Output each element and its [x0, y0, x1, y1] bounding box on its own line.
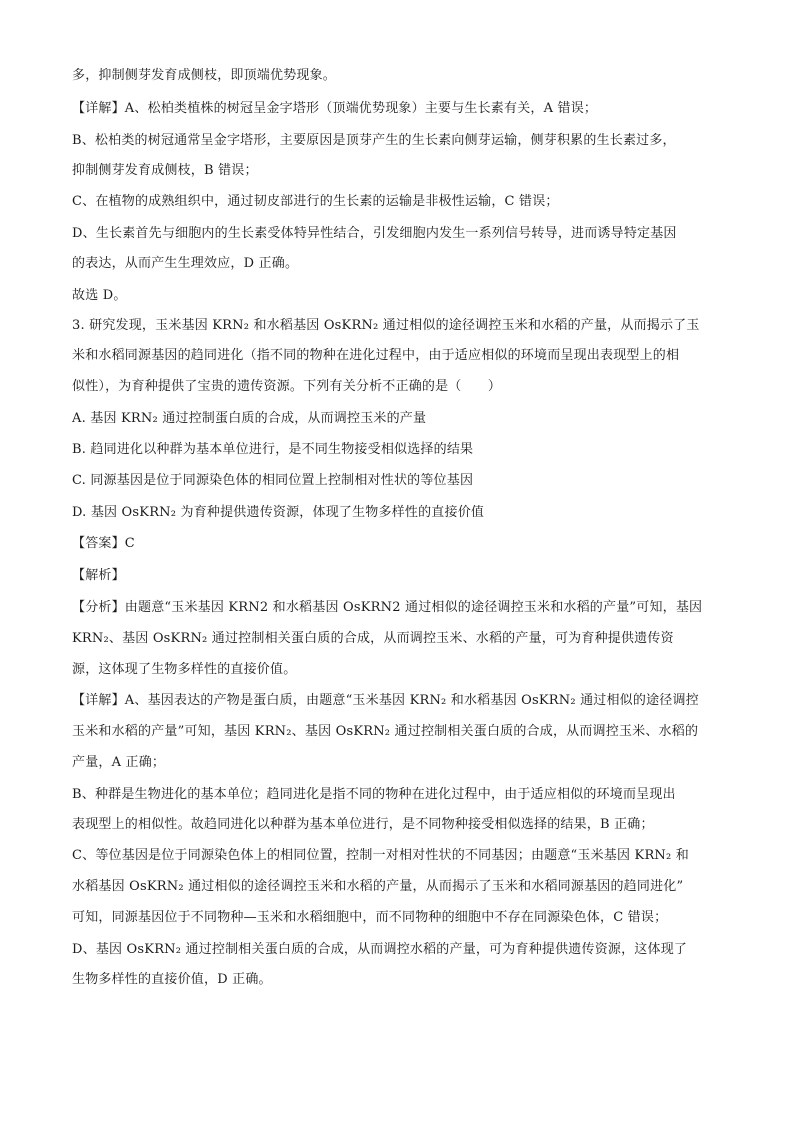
text-line: B、种群是生物进化的基本单位；趋同进化是指不同的物种在进化过程中，由于适应相似的环境而呈现出	[72, 787, 676, 802]
option-b: B. 趋同进化以种群为基本单位进行，是不同生物接受相似选择的结果	[72, 442, 474, 457]
question-stem-line: 米和水稻同源基因的趋同进化（指不同的物种在进化过程中，由于适应相似的环境而呈现出表现型上的相	[72, 348, 680, 363]
text-line: 表现型上的相似性。故趋同进化以种群为基本单位进行，是不同物种接受相似选择的结果，B 正确；	[72, 817, 654, 832]
option-a: A. 基因 KRN₂ 通过控制蛋白质的合成，从而调控玉米的产量	[72, 411, 427, 426]
text-line: 生物多样性的直接价值，D 正确。	[72, 972, 272, 987]
text-line: 的表达，从而产生生理效应，D 正确。	[72, 256, 299, 271]
text-line: C、在植物的成熟组织中，通过韧皮部进行的生长素的运输是非极性运输，C 错误；	[72, 194, 559, 209]
text-line: D、生长素首先与细胞内的生长素受体特异性结合，引发细胞内发生一系列信号转导，进而诱导特定基因	[72, 226, 677, 241]
text-line: 玉米和水稻的产量”可知，基因 KRN₂、基因 OsKRN₂ 通过控制相关蛋白质的合成，从而调控玉米、水稻的	[72, 724, 699, 739]
text-line: 【详解】A、基因表达的产物是蛋白质，由题意“玉米基因 KRN₂ 和水稻基因 OsKRN₂ 通过相似的途径调控	[72, 693, 699, 708]
text-line: KRN₂、基因 OsKRN₂ 通过控制相关蛋白质的合成，从而调控玉米、水稻的产量，可为育种提供遗传资	[72, 631, 674, 646]
analysis-heading: 【解析】	[72, 568, 125, 583]
question-stem-line: 3. 研究发现，玉米基因 KRN₂ 和水稻基因 OsKRN₂ 通过相似的途径调控玉米和水稻的产量，从而揭示了玉	[72, 318, 700, 333]
text-line: D、基因 OsKRN₂ 通过控制相关蛋白质的合成，从而调控水稻的产量，可为育种提供遗传资源，这体现了	[72, 942, 688, 957]
text-line: 源，这体现了生物多样性的直接价值。	[72, 662, 297, 677]
text-line: 多，抑制侧芽发育成侧枝，即顶端优势现象。	[72, 68, 337, 83]
text-line: B、松柏类的树冠通常呈金字塔形，主要原因是顶芽产生的生长素向侧芽运输，侧芽积累的生长素过多，	[72, 133, 676, 148]
text-line: 水稻基因 OsKRN₂ 通过相似的途径调控玉米和水稻的产量，从而揭示了玉米和水稻同源基因的趋同进化”	[72, 879, 684, 894]
option-d: D. 基因 OsKRN₂ 为育种提供遗传资源，体现了生物多样性的直接价值	[72, 505, 485, 520]
option-c: C. 同源基因是位于同源染色体的相同位置上控制相对性状的等位基因	[72, 473, 474, 488]
text-line: 抑制侧芽发育成侧枝，B 错误；	[72, 163, 258, 178]
question-stem-line: 似性），为育种提供了宝贵的遗传资源。下列有关分析不正确的是（ ）	[72, 379, 502, 394]
text-line: 【详解】A、松柏类植株的树冠呈金字塔形（顶端优势现象）主要与生长素有关，A 错误；	[72, 101, 598, 116]
answer-line: 【答案】C	[72, 536, 135, 551]
text-line: 【分析】由题意“玉米基因 KRN2 和水稻基因 OsKRN2 通过相似的途径调控玉米和水稻的产量”可知，基因	[72, 600, 703, 615]
text-line: 产量，A 正确；	[72, 755, 166, 770]
text-line: 故选 D。	[72, 288, 127, 303]
text-line: 可知，同源基因位于不同物种—玉米和水稻细胞中，而不同物种的细胞中不存在同源染色体，C 错误；	[72, 910, 668, 925]
text-line: C、等位基因是位于同源染色体上的相同位置，控制一对相对性状的不同基因；由题意“玉米基因 KRN₂ 和	[72, 848, 689, 863]
